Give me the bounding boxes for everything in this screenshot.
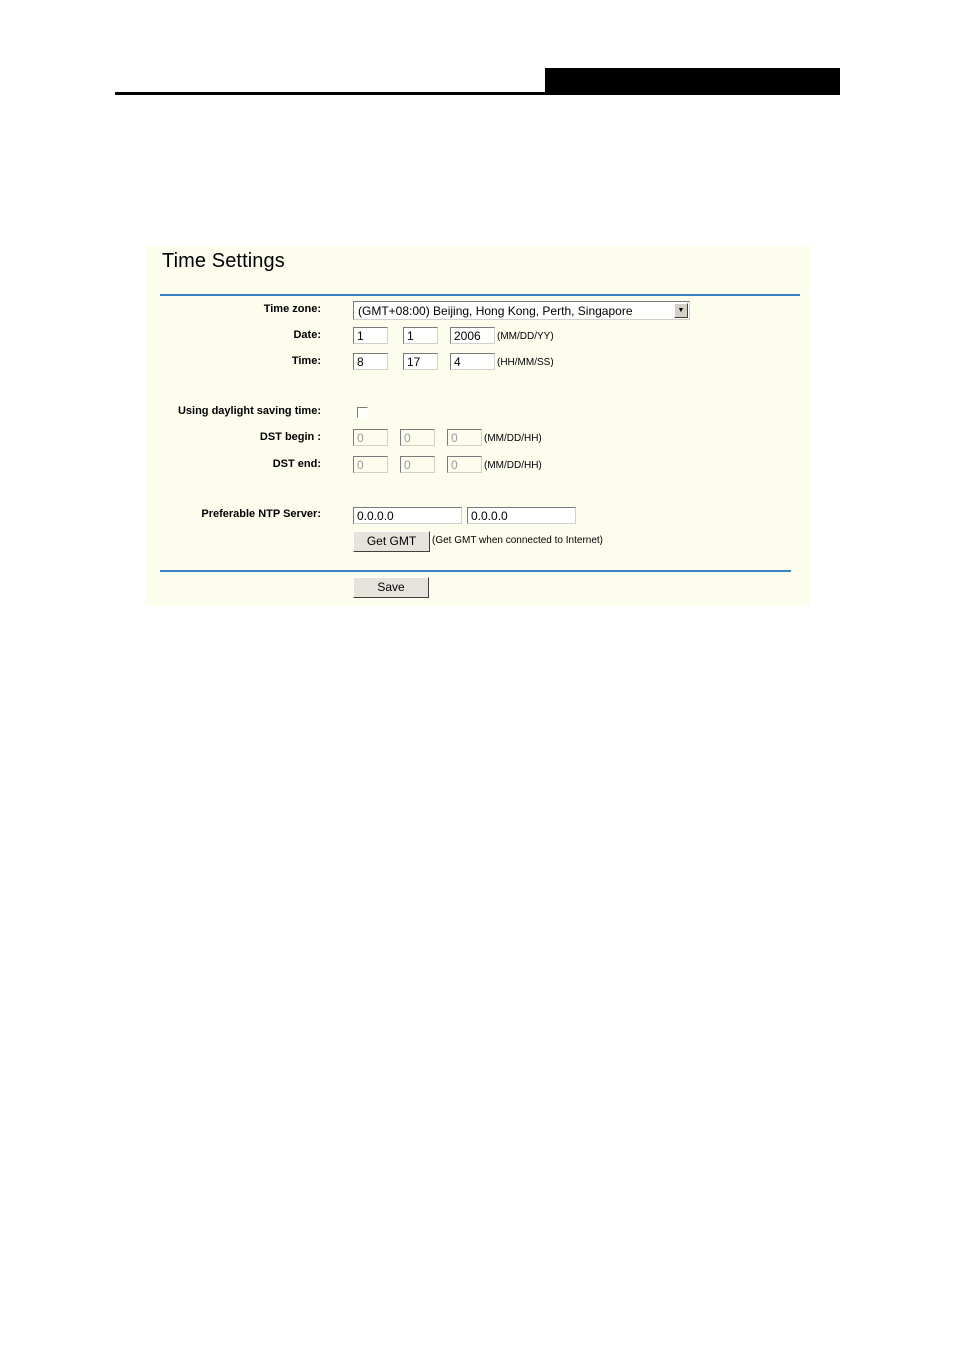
save-button[interactable]: Save [353,577,429,598]
dst-end-hour-input[interactable]: 0 [447,456,482,473]
time-label: Time: [291,355,321,367]
get-gmt-hint: (Get GMT when connected to Internet) [432,535,604,546]
dst-begin-label: DST begin : [259,431,321,443]
time-format-hint: (HH/MM/SS) [497,357,554,368]
time-settings-panel [145,246,810,606]
date-month-input[interactable]: 1 [353,327,388,344]
top-separator [160,294,800,296]
time-zone-label: Time zone: [263,303,321,315]
dst-begin-format-hint: (MM/DD/HH) [484,433,542,444]
bottom-separator [160,570,791,572]
dst-begin-month-input[interactable]: 0 [353,429,388,446]
time-second-input[interactable]: 4 [450,353,495,370]
document-header-tab [545,68,840,95]
dst-enable-label: Using daylight saving time: [177,405,321,417]
get-gmt-button[interactable]: Get GMT [353,531,430,552]
time-hour-input[interactable]: 8 [353,353,388,370]
ntp-server-primary-input[interactable]: 0.0.0.0 [353,507,462,524]
date-format-hint: (MM/DD/YY) [497,331,554,342]
ntp-server-label: Preferable NTP Server: [201,508,321,520]
dst-end-format-hint: (MM/DD/HH) [484,460,542,471]
chevron-down-icon[interactable]: ▼ [674,303,688,318]
time-zone-value: (GMT+08:00) Beijing, Hong Kong, Perth, Singapore [358,304,633,318]
time-zone-select[interactable] [353,301,690,320]
ntp-server-secondary-input[interactable]: 0.0.0.0 [467,507,576,524]
dst-begin-day-input[interactable]: 0 [400,429,435,446]
document-header-rule [115,92,545,95]
date-year-input[interactable]: 2006 [450,327,495,344]
dst-end-label: DST end: [272,458,321,470]
dst-end-month-input[interactable]: 0 [353,456,388,473]
time-minute-input[interactable]: 17 [403,353,438,370]
date-day-input[interactable]: 1 [403,327,438,344]
date-label: Date: [293,329,321,341]
dst-end-day-input[interactable]: 0 [400,456,435,473]
page-title: Time Settings [162,250,285,272]
dst-begin-hour-input[interactable]: 0 [447,429,482,446]
dst-enable-checkbox[interactable] [357,407,368,418]
